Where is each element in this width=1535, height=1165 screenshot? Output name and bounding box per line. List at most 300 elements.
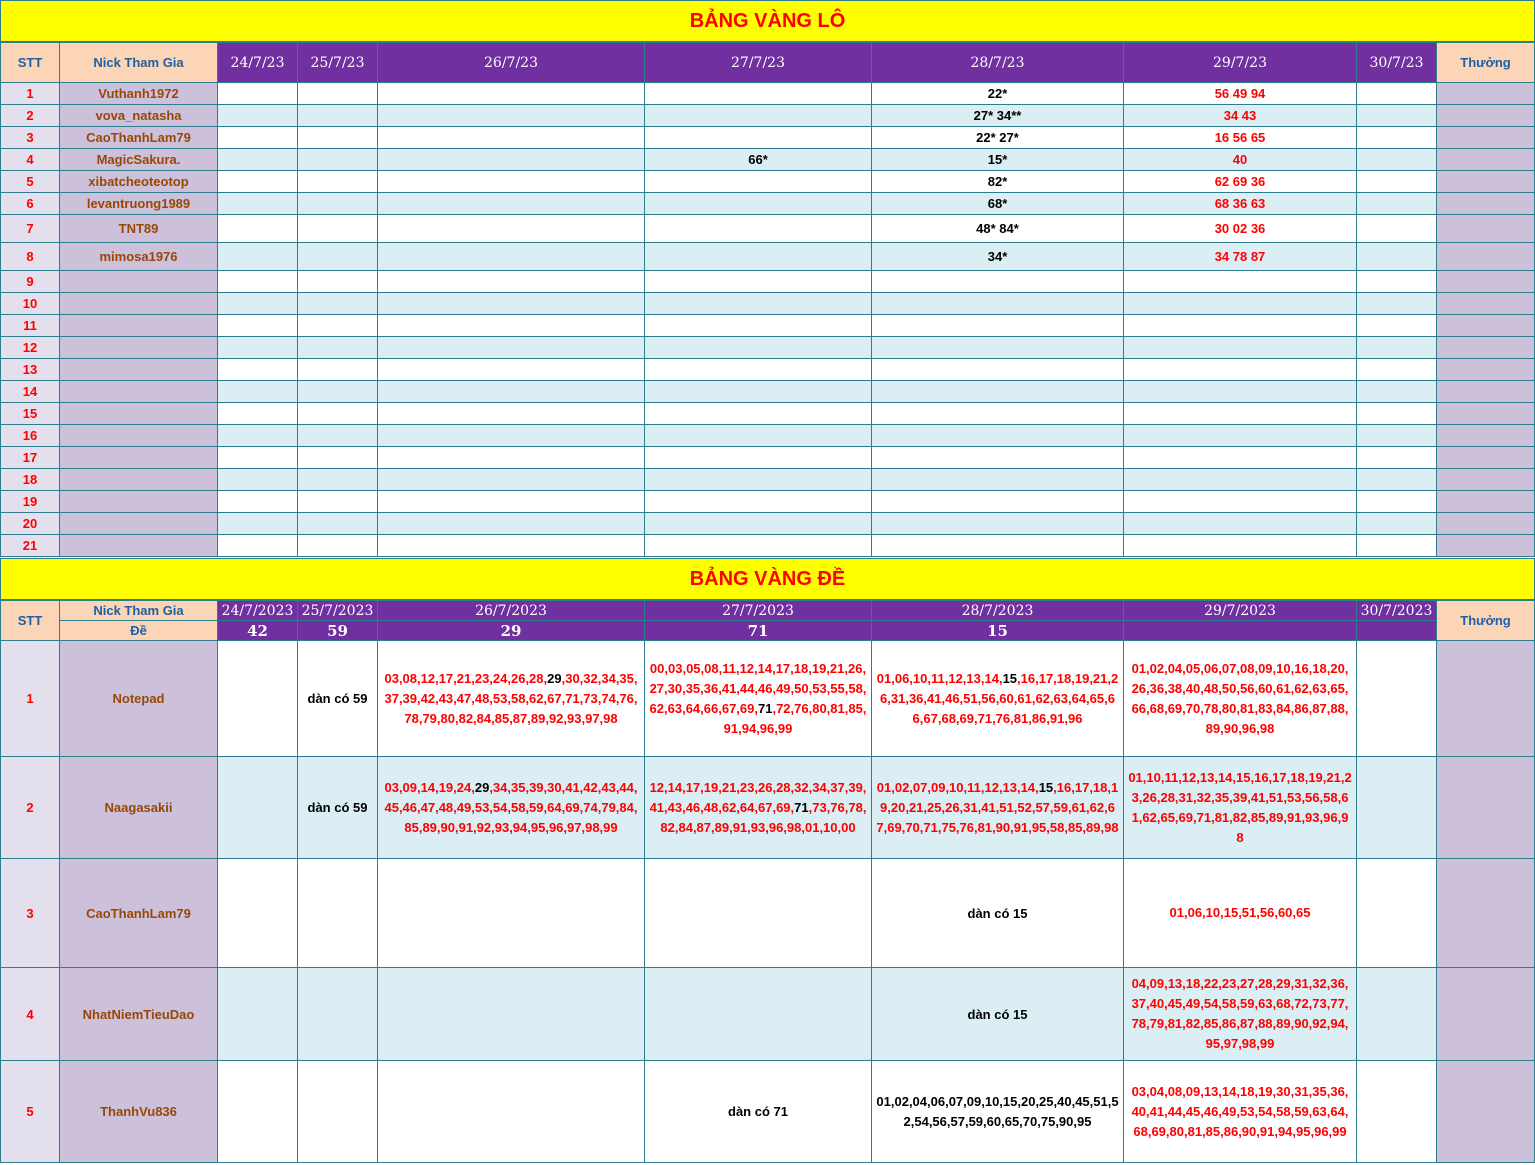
nick-cell: vova_natasha <box>60 105 218 127</box>
date-cell <box>645 513 872 535</box>
date-cell: 01,10,11,12,13,14,15,16,17,18,19,21,23,26,28,31,32,35,39,41,51,53,56,58,61,62,65,69,71,81,82,85,89,91,93,96,98 <box>1124 757 1357 859</box>
table-row <box>1 171 1535 193</box>
date-cell <box>218 491 298 513</box>
reward-cell <box>1437 447 1535 469</box>
date-cell <box>378 513 645 535</box>
date-cell <box>218 127 298 149</box>
nick-cell <box>60 513 218 535</box>
stt-cell: 6 <box>1 193 60 215</box>
result-value: 29 <box>378 621 645 641</box>
date-cell: 04,09,13,18,22,23,27,28,29,31,32,36,37,40,45,49,54,58,59,63,68,72,73,77,78,79,81,82,85,86,87,88,89,90,92,94,95,97,98,99 <box>1124 968 1357 1061</box>
date-cell <box>1124 447 1357 469</box>
table-row <box>1 149 1535 171</box>
date-cell <box>298 215 378 243</box>
date-cell <box>1357 149 1437 171</box>
date-cell <box>1357 859 1437 968</box>
date-cell: 03,04,08,09,13,14,18,19,30,31,35,36,40,41,44,45,46,49,53,54,58,59,63,64,68,69,80,81,85,86,90,91,94,95,96,99 <box>1124 1061 1357 1163</box>
date-cell <box>378 447 645 469</box>
date-cell: 34 78 87 <box>1124 243 1357 271</box>
reward-cell <box>1437 243 1535 271</box>
date-cell <box>298 968 378 1061</box>
number-list: 03,08,12,17,21,23,24,26,28, <box>384 670 548 686</box>
date-cell: dàn có 59 <box>298 641 378 757</box>
reward-cell <box>1437 315 1535 337</box>
table-row <box>1 469 1535 491</box>
date-cell <box>298 243 378 271</box>
table-row <box>1 403 1535 425</box>
date-cell: 34 43 <box>1124 105 1357 127</box>
date-cell: 34* <box>872 243 1124 271</box>
date-cell <box>1357 425 1437 447</box>
date-cell <box>1124 403 1357 425</box>
date-cell <box>1357 171 1437 193</box>
date-cell <box>378 271 645 293</box>
date-cell <box>378 149 645 171</box>
nick-cell <box>60 315 218 337</box>
stt-cell: 4 <box>1 149 60 171</box>
date-cell <box>1357 513 1437 535</box>
stt-cell: 2 <box>1 757 60 859</box>
nick-cell: MagicSakura. <box>60 149 218 171</box>
date-cell <box>1357 1061 1437 1163</box>
date-cell <box>1357 127 1437 149</box>
date-cell <box>218 105 298 127</box>
date-cell: 01,02,04,06,07,09,10,15,20,25,40,45,51,52,54,56,57,59,60,65,70,75,90,95 <box>872 1061 1124 1163</box>
date-cell <box>378 641 645 757</box>
stt-cell: 20 <box>1 513 60 535</box>
date-cell <box>645 193 872 215</box>
date-cell <box>1124 271 1357 293</box>
date-cell <box>872 447 1124 469</box>
stt-cell: 5 <box>1 1061 60 1163</box>
date-cell <box>1357 105 1437 127</box>
nick-cell: levantruong1989 <box>60 193 218 215</box>
date-cell <box>378 968 645 1061</box>
nick-header: Nick Tham Gia <box>60 43 218 83</box>
date-cell <box>872 271 1124 293</box>
number-list: 03,09,14,19,24, <box>384 779 475 795</box>
date-cell <box>378 83 645 105</box>
stt-cell: 16 <box>1 425 60 447</box>
date-cell <box>1357 641 1437 757</box>
date-cell <box>378 469 645 491</box>
reward-cell <box>1437 359 1535 381</box>
table-row <box>1 641 1535 757</box>
date-cell <box>218 425 298 447</box>
stt-cell: 7 <box>1 215 60 243</box>
reward-header: Thưởng <box>1437 601 1535 641</box>
date-cell <box>378 127 645 149</box>
table-row <box>1 381 1535 403</box>
reward-cell <box>1437 968 1535 1061</box>
table-row <box>1 757 1535 859</box>
table-row <box>1 1061 1535 1163</box>
date-cell: dàn có 59 <box>298 757 378 859</box>
date-cell <box>378 215 645 243</box>
date-cell <box>1357 403 1437 425</box>
reward-cell <box>1437 293 1535 315</box>
date-cell <box>1357 83 1437 105</box>
reward-cell <box>1437 193 1535 215</box>
date-cell: 22* <box>872 83 1124 105</box>
date-cell <box>872 381 1124 403</box>
reward-cell <box>1437 83 1535 105</box>
number-list: 00,03,05,08,11,12,14,17,18,19,21,26,27,30,35,36,41,44,46,49,50,53,55,58,62,63,64,66,67,69, <box>649 660 867 716</box>
stt-header: STT <box>1 601 60 641</box>
date-cell: 68* <box>872 193 1124 215</box>
date-cell <box>872 315 1124 337</box>
date-cell <box>378 171 645 193</box>
date-cell <box>1124 513 1357 535</box>
reward-cell <box>1437 105 1535 127</box>
date-cell: 01,02,04,05,06,07,08,09,10,16,18,20,26,36,38,40,48,50,56,60,61,62,63,65,66,68,69,70,78,80,81,83,84,86,87,88,89,90,96,98 <box>1124 641 1357 757</box>
stt-cell: 8 <box>1 243 60 271</box>
nick-cell <box>60 535 218 557</box>
date-cell: 40 <box>1124 149 1357 171</box>
date-cell: dàn có 15 <box>872 968 1124 1061</box>
reward-cell <box>1437 859 1535 968</box>
date-header: 28/7/2023 <box>872 601 1124 621</box>
date-cell <box>1124 315 1357 337</box>
nick-cell: CaoThanhLam79 <box>60 127 218 149</box>
date-cell <box>1357 535 1437 557</box>
date-cell <box>872 403 1124 425</box>
reward-cell <box>1437 425 1535 447</box>
nick-cell <box>60 359 218 381</box>
date-cell <box>872 469 1124 491</box>
date-cell <box>645 859 872 968</box>
date-header: 24/7/23 <box>218 43 298 83</box>
date-header: 24/7/2023 <box>218 601 298 621</box>
nick-cell <box>60 381 218 403</box>
nick-cell <box>60 425 218 447</box>
result-value: 42 <box>218 621 298 641</box>
date-header: 29/7/23 <box>1124 43 1357 83</box>
date-cell <box>645 215 872 243</box>
table-row <box>1 215 1535 243</box>
date-cell <box>1357 359 1437 381</box>
stt-cell: 3 <box>1 859 60 968</box>
date-header: 27/7/23 <box>645 43 872 83</box>
result-value <box>1357 621 1437 641</box>
reward-cell <box>1437 271 1535 293</box>
date-cell <box>298 149 378 171</box>
date-cell <box>645 535 872 557</box>
date-header: 26/7/23 <box>378 43 645 83</box>
table-row <box>1 859 1535 968</box>
date-cell <box>1124 425 1357 447</box>
date-cell: dàn có 15 <box>872 859 1124 968</box>
winning-number: 29 <box>547 670 562 686</box>
date-cell: dàn có 71 <box>645 1061 872 1163</box>
date-cell <box>872 359 1124 381</box>
date-header: 25/7/23 <box>298 43 378 83</box>
date-cell <box>1124 293 1357 315</box>
number-list: ,72,76,80,81,85,91,94,96,99 <box>723 700 867 736</box>
date-cell <box>218 859 298 968</box>
stt-cell: 9 <box>1 271 60 293</box>
date-cell <box>298 425 378 447</box>
table-row <box>1 359 1535 381</box>
nick-cell <box>60 403 218 425</box>
lo-table <box>0 42 1535 557</box>
stt-cell: 19 <box>1 491 60 513</box>
stt-cell: 18 <box>1 469 60 491</box>
date-cell <box>1357 215 1437 243</box>
date-cell <box>645 968 872 1061</box>
stt-cell: 15 <box>1 403 60 425</box>
stt-cell: 12 <box>1 337 60 359</box>
date-cell <box>872 425 1124 447</box>
stt-cell: 4 <box>1 968 60 1061</box>
date-cell <box>872 535 1124 557</box>
date-cell <box>218 513 298 535</box>
date-header: 26/7/2023 <box>378 601 645 621</box>
table-row <box>1 491 1535 513</box>
date-header: 29/7/2023 <box>1124 601 1357 621</box>
lo-table-title: BẢNG VÀNG LÔ <box>0 0 1535 42</box>
nick-cell <box>60 491 218 513</box>
date-cell <box>218 968 298 1061</box>
date-cell <box>218 149 298 171</box>
stt-cell: 13 <box>1 359 60 381</box>
date-cell <box>645 337 872 359</box>
stt-cell: 10 <box>1 293 60 315</box>
nick-cell: NhatNiemTieuDao <box>60 968 218 1061</box>
date-cell <box>872 513 1124 535</box>
date-header: 28/7/23 <box>872 43 1124 83</box>
date-cell <box>1357 381 1437 403</box>
date-cell <box>298 513 378 535</box>
date-cell <box>218 243 298 271</box>
nick-cell: Vuthanh1972 <box>60 83 218 105</box>
date-cell <box>378 315 645 337</box>
date-cell <box>298 859 378 968</box>
date-cell <box>298 381 378 403</box>
table-row <box>1 535 1535 557</box>
date-header: 25/7/2023 <box>298 601 378 621</box>
date-cell: 27* 34** <box>872 105 1124 127</box>
date-cell <box>1124 359 1357 381</box>
table-row <box>1 315 1535 337</box>
date-cell <box>218 469 298 491</box>
reward-cell <box>1437 215 1535 243</box>
date-cell <box>645 469 872 491</box>
date-cell <box>298 105 378 127</box>
reward-header: Thưởng <box>1437 43 1535 83</box>
date-cell <box>298 403 378 425</box>
date-cell <box>645 243 872 271</box>
lo-header-row <box>1 43 1535 83</box>
reward-cell <box>1437 513 1535 535</box>
date-cell <box>1357 271 1437 293</box>
table-row <box>1 337 1535 359</box>
winning-number: 15 <box>1002 670 1018 686</box>
date-cell: 01,06,10,15,51,56,60,65 <box>1124 859 1357 968</box>
date-cell <box>378 425 645 447</box>
date-cell <box>1357 469 1437 491</box>
number-list: ,73,76,78,82,84,87,89,91,93,96,98,01,10,00 <box>660 799 867 835</box>
date-cell <box>645 381 872 403</box>
nick-cell <box>60 271 218 293</box>
number-list: ,34,35,39,30,41,42,43,44,45,46,47,48,49,53,54,58,59,64,69,74,79,84,85,89,90,91,92,93,94,95,96,97,98,99 <box>384 779 638 835</box>
stt-cell: 1 <box>1 83 60 105</box>
date-cell <box>872 491 1124 513</box>
number-list: 12,14,17,19,21,23,26,28,32,34,37,39,41,43,46,48,62,64,67,69, <box>649 779 867 815</box>
number-list: ,16,17,18,19,21,26,31,36,41,46,51,56,60,61,62,63,64,65,66,67,68,69,71,76,81,86,91,96 <box>880 670 1119 726</box>
date-cell <box>1124 535 1357 557</box>
date-cell <box>298 447 378 469</box>
date-cell <box>1357 243 1437 271</box>
date-cell <box>218 1061 298 1163</box>
date-cell <box>378 859 645 968</box>
date-cell <box>1124 337 1357 359</box>
date-cell <box>298 293 378 315</box>
date-cell <box>645 757 872 859</box>
date-cell <box>1357 968 1437 1061</box>
date-cell <box>645 83 872 105</box>
date-header: 30/7/23 <box>1357 43 1437 83</box>
date-header: 30/7/2023 <box>1357 601 1437 621</box>
nick-cell <box>60 447 218 469</box>
de-table-title: BẢNG VÀNG ĐỀ <box>0 558 1535 600</box>
date-cell <box>1124 469 1357 491</box>
date-cell <box>1124 491 1357 513</box>
reward-cell <box>1437 127 1535 149</box>
date-cell <box>378 359 645 381</box>
date-cell <box>645 315 872 337</box>
table-row <box>1 271 1535 293</box>
date-cell <box>378 105 645 127</box>
date-cell <box>645 403 872 425</box>
date-cell <box>218 757 298 859</box>
date-cell <box>872 337 1124 359</box>
date-cell <box>218 359 298 381</box>
date-cell <box>378 193 645 215</box>
date-cell <box>645 271 872 293</box>
reward-cell <box>1437 535 1535 557</box>
date-cell <box>378 535 645 557</box>
reward-cell <box>1437 149 1535 171</box>
table-row <box>1 447 1535 469</box>
result-value: 71 <box>645 621 872 641</box>
date-cell <box>218 315 298 337</box>
reward-cell <box>1437 757 1535 859</box>
date-cell <box>872 757 1124 859</box>
date-cell: 56 49 94 <box>1124 83 1357 105</box>
result-value: 59 <box>298 621 378 641</box>
stt-cell: 14 <box>1 381 60 403</box>
date-cell <box>218 193 298 215</box>
table-row <box>1 105 1535 127</box>
date-cell <box>298 171 378 193</box>
nick-cell <box>60 469 218 491</box>
date-cell <box>298 469 378 491</box>
winning-number: 15 <box>1038 779 1054 795</box>
date-cell <box>645 641 872 757</box>
nick-cell: CaoThanhLam79 <box>60 859 218 968</box>
nick-cell: Naagasakii <box>60 757 218 859</box>
stt-cell: 1 <box>1 641 60 757</box>
number-list: 01,06,10,11,12,13,14, <box>876 670 1003 686</box>
winning-number: 71 <box>757 700 773 716</box>
number-list: 01,02,07,09,10,11,12,13,14, <box>876 779 1039 795</box>
date-cell <box>645 491 872 513</box>
stt-cell: 5 <box>1 171 60 193</box>
nick-cell <box>60 293 218 315</box>
nick-cell: ThanhVu836 <box>60 1061 218 1163</box>
date-cell <box>645 127 872 149</box>
date-cell <box>298 271 378 293</box>
date-cell <box>218 271 298 293</box>
date-cell <box>378 757 645 859</box>
result-value <box>1124 621 1357 641</box>
reward-cell <box>1437 491 1535 513</box>
date-cell <box>298 1061 378 1163</box>
table-row <box>1 243 1535 271</box>
date-cell <box>645 425 872 447</box>
nick-cell: TNT89 <box>60 215 218 243</box>
date-cell: 48* 84* <box>872 215 1124 243</box>
stt-cell: 21 <box>1 535 60 557</box>
nick-cell: Notepad <box>60 641 218 757</box>
date-cell: 22* 27* <box>872 127 1124 149</box>
reward-cell <box>1437 641 1535 757</box>
date-cell <box>645 105 872 127</box>
date-cell <box>298 127 378 149</box>
table-row <box>1 293 1535 315</box>
winning-number: 29 <box>474 779 490 795</box>
stt-header: STT <box>1 43 60 83</box>
date-cell <box>378 491 645 513</box>
date-cell <box>872 293 1124 315</box>
de-table <box>0 600 1535 1163</box>
table-row <box>1 968 1535 1061</box>
number-list: ,16,17,18,19,20,21,25,26,31,41,51,52,57,59,61,62,67,69,70,71,75,76,81,90,91,95,58,85,89,98 <box>876 779 1119 835</box>
date-cell: 66* <box>645 149 872 171</box>
de-result-row <box>1 621 1535 641</box>
nick-header: Nick Tham Gia <box>60 601 218 621</box>
date-cell <box>378 403 645 425</box>
date-cell <box>872 641 1124 757</box>
date-cell <box>1357 193 1437 215</box>
date-cell <box>218 215 298 243</box>
date-cell <box>218 337 298 359</box>
de-header-row <box>1 601 1535 621</box>
number-list: ,30,32,34,35,37,39,42,43,47,48,53,58,62,67,71,73,74,76,78,79,80,82,84,85,87,89,92,93,97,98 <box>384 670 638 726</box>
stt-cell: 17 <box>1 447 60 469</box>
table-row <box>1 425 1535 447</box>
date-cell <box>218 381 298 403</box>
date-cell <box>1357 315 1437 337</box>
date-cell: 15* <box>872 149 1124 171</box>
date-cell: 68 36 63 <box>1124 193 1357 215</box>
date-cell: 62 69 36 <box>1124 171 1357 193</box>
reward-cell <box>1437 171 1535 193</box>
date-cell <box>218 447 298 469</box>
reward-cell <box>1437 403 1535 425</box>
date-cell <box>298 359 378 381</box>
date-cell <box>298 315 378 337</box>
table-row <box>1 193 1535 215</box>
date-cell <box>1357 337 1437 359</box>
date-cell <box>298 193 378 215</box>
date-cell <box>298 83 378 105</box>
date-cell <box>1357 757 1437 859</box>
date-cell <box>378 337 645 359</box>
nick-cell: xibatcheoteotop <box>60 171 218 193</box>
date-cell <box>645 359 872 381</box>
